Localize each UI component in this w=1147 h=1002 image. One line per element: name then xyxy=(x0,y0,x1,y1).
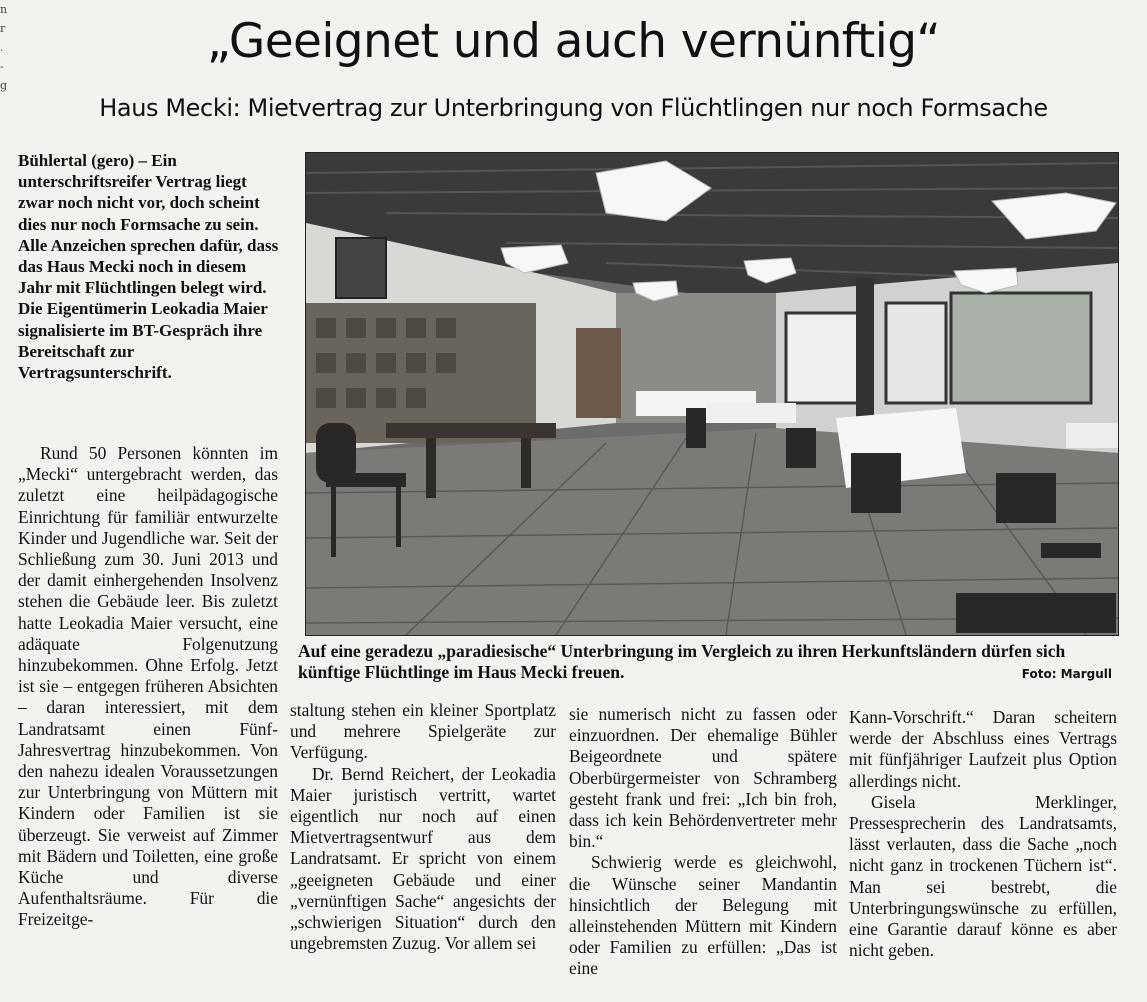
article-column-4 xyxy=(849,707,1117,961)
body-paragraph: sie numerisch nicht zu fassen oder einzuordnen. Der ehemalige Bühler Beigeordnete und spätere Oberbürgermeister von Schramberg gesteht frank und frei: „Ich bin froh, dass ich kein Behördenvertreter mehr bin.“ xyxy=(569,704,837,852)
subheadline: Haus Mecki: Mietvertrag zur Unterbringung von Flüchtlingen nur noch Formsache xyxy=(99,94,1048,122)
dining-room-photo xyxy=(306,153,1118,635)
body-paragraph: Gisela Merklinger, Pressesprecherin des Landratsamts, lässt verlauten, dass die Sache „noch nicht ganz in trockenen Tüchern ist“. Man sei bestrebt, die Unterbringungswünsche zu erfüllen, eine Garantie darauf könne es aber nicht geben. xyxy=(849,791,1117,961)
article-column-3 xyxy=(569,704,837,980)
lead-text: Bühlertal (gero) – Ein unterschriftsreifer Vertrag liegt zwar noch nicht vor, doch scheint dies nur noch Formsache zu sein. Alle Anzeichen sprechen dafür, dass das Haus Mecki noch in diesem Jahr mit Flüchtlingen belegt wird. Die Eigentümerin Leokadia Maier signalisierte im BT-Gespräch ihre Bereitschaft zur Vertragsunterschrift. xyxy=(18,151,279,383)
body-paragraph: staltung stehen ein kleiner Sportplatz und mehrere Spielgeräte zur Verfügung. xyxy=(290,700,556,763)
article-column-2 xyxy=(290,700,556,954)
photo-caption: Auf eine geradezu „paradiesische“ Unterbringung im Vergleich zu ihren Herkunftsländern dürfen sich künftige Flüchtlinge im Haus Mecki freuen. xyxy=(298,641,1066,682)
margin-fragment: - xyxy=(0,60,4,73)
article-photo xyxy=(305,152,1119,636)
lead-paragraph xyxy=(18,150,280,383)
photo-credit: Foto: Margull xyxy=(1021,667,1112,681)
headline: „Geeignet und auch vernünftig“ xyxy=(206,14,941,69)
body-paragraph: Kann-Vorschrift.“ Daran scheitern werde der Abschluss eines Vertrags mit fünfjähriger Laufzeit plus Option allerdings nicht. xyxy=(849,707,1117,791)
margin-fragment: g xyxy=(0,79,8,92)
body-paragraph: Dr. Bernd Reichert, der Leokadia Maier juristisch vertritt, wartet eigentlich nur noch auf einen Mietvertragsentwurf aus dem Landratsamt. Er spricht von einem „geeigneten Gebäude und einer „vernünftigen Sache“ angesichts der „schwierigen Situation“ durch den ungebremsten Zuzug. Vor allem sei xyxy=(290,763,556,954)
body-paragraph: Rund 50 Personen könnten im „Mecki“ untergebracht werden, das zuletzt eine heilpädagogische Einrichtung für familiär entwurzelte Kinder und Jugendliche war. Seit der Schließung zum 30. Juni 2013 und der damit einhergehenden Insolvenz stehen die Gebäude leer. Bis zuletzt hatte Leokadia Maier versucht, eine adäquate Folgenutzung hinzubekommen. Ohne Erfolg. Jetzt ist sie – entgegen früheren Absichten – daran interessiert, mit dem Landratsamt einen Fünf-Jahresvertrag hinzubekommen. Von den nahezu idealen Voraussetzungen zur Unterbringung von Müttern mit Kindern oder Familien ist sie überzeugt. Sie verweist auf Zimmer mit Bädern und Toiletten, eine große Küche und diverse Aufenthaltsräume. Für die Freizeitge- xyxy=(18,443,278,930)
body-paragraph: Schwierig werde es gleichwohl, die Wünsche seiner Mandantin hinsichtlich der Belegung mit alleinstehenden Müttern mit Kindern oder Familien zu erfüllen: „Das ist eine xyxy=(569,852,837,979)
margin-fragment: r xyxy=(0,22,6,35)
article-column-1 xyxy=(18,443,278,931)
margin-fragment: . xyxy=(0,41,4,54)
margin-fragment: n xyxy=(0,3,8,16)
